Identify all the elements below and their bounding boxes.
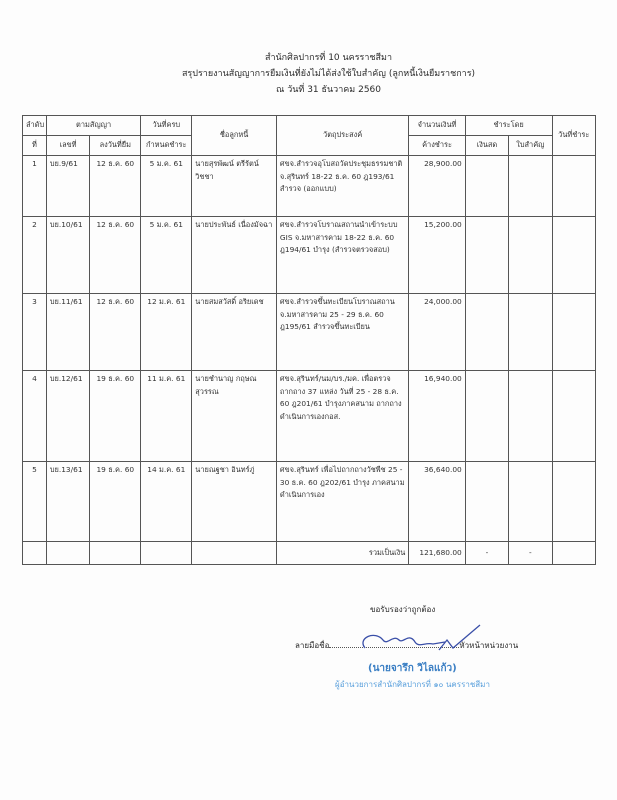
cell-cash [465, 462, 508, 542]
cell-due: 5 ม.ค. 61 [141, 156, 192, 217]
header-due: วันที่ครบ [141, 116, 192, 136]
signer-name: (นายจารึก วิไลแก้ว) [368, 663, 457, 674]
cell-receipt [509, 462, 552, 542]
total-label: รวมเป็นเงิน [276, 542, 408, 565]
header-cash: เงินสด [465, 136, 508, 156]
cell-receipt [509, 217, 552, 294]
table-row [23, 294, 596, 371]
cell-amount: 36,640.00 [409, 462, 465, 542]
table-row [23, 156, 596, 217]
cell-date: 19 ธ.ค. 60 [90, 462, 141, 542]
cell-due: 14 ม.ค. 61 [141, 462, 192, 542]
total-empty [192, 542, 277, 565]
header-receipt: ใบสำคัญ [509, 136, 552, 156]
cell-debtor: นายชำนาญ กฤษณสุวรรณ [192, 371, 277, 462]
cell-cash [465, 217, 508, 294]
total-amount: 121,680.00 [409, 542, 465, 565]
total-cash: - [465, 542, 508, 565]
cell-number: บย.11/61 [46, 294, 89, 371]
cell-purpose: ศขจ.สำรวจขึ้นทะเบียนโบราณสถาน จ.มหาสารคาม 25 - 29 ธ.ค. 60 ฎ195/61 สำรวจขึ้นทะเบียน [276, 294, 408, 371]
total-row [23, 542, 596, 565]
table-row [23, 217, 596, 294]
cell-date: 12 ธ.ค. 60 [90, 156, 141, 217]
cell-paid-date [552, 156, 595, 217]
signer-title: ผู้อำนวยการสำนักศิลปากรที่ ๑๐ นครราชสีมา [335, 680, 490, 689]
header-paid-by: ชำระโดย [465, 116, 552, 136]
report-title: สรุปรายงานสัญญาการยืมเงินที่ยังไม่ได้ส่งใช้ใบสำคัญ (ลูกหนี้เงินยืมราชการ) [181, 69, 476, 79]
cell-debtor: นายสุรพัฒน์ ตรีรัตน์วิชชา [192, 156, 277, 217]
table-row [23, 371, 596, 462]
header-due-2: กำหนดชำระ [141, 136, 192, 156]
cell-due: 5 ม.ค. 61 [141, 217, 192, 294]
cell-cash [465, 371, 508, 462]
cell-no: 3 [23, 294, 47, 371]
report-date: ณ วันที่ 31 ธันวาคม 2560 [276, 85, 381, 95]
cell-receipt [509, 156, 552, 217]
header-row-1 [23, 116, 596, 136]
cell-purpose: ศขจ.สุรินทร์ เพื่อไปถากถางวัชพืช 25 - 30 ธ.ค. 60 ฎ202/61 บำรุง ภาคสนาม ดำเนินการเอง [276, 462, 408, 542]
cell-number: บย.10/61 [46, 217, 89, 294]
cell-debtor: นายสมสวัสดิ์ อริยเดช [192, 294, 277, 371]
cell-paid-date [552, 294, 595, 371]
header-no-2: ที่ [23, 136, 47, 156]
cell-paid-date [552, 462, 595, 542]
cell-date: 12 ธ.ค. 60 [90, 294, 141, 371]
header-amount: จำนวนเงินที่ [409, 116, 465, 136]
cell-paid-date [552, 371, 595, 462]
cell-no: 4 [23, 371, 47, 462]
cell-no: 1 [23, 156, 47, 217]
cell-debtor: นายประพันธ์ เนื่องมัจฉา [192, 217, 277, 294]
table-row [23, 462, 596, 542]
cell-no: 5 [23, 462, 47, 542]
total-empty [90, 542, 141, 565]
cell-cash [465, 156, 508, 217]
cell-debtor: นายณฐชา อินทร์ภู่ [192, 462, 277, 542]
header-contract: ตามสัญญา [46, 116, 140, 136]
office-name: สำนักศิลปากรที่ 10 นครราชสีมา [264, 53, 392, 63]
cell-paid-date [552, 217, 595, 294]
cell-purpose: ศขจ.สำรวจโบราณสถานนำเข้าระบบ GIS จ.มหาสารคาม 18-22 ธ.ค. 60 ฎ194/61 บำรุง (สำรวจตรวจสอบ) [276, 217, 408, 294]
cell-amount: 28,900.00 [409, 156, 465, 217]
cell-purpose: ศขจ.สำรวจอุโบสถวัดประชุมธรรมชาติ จ.สุรินทร์ 18-22 ธ.ค. 60 ฎ193/61 สำรวจ (ออกแบบ) [276, 156, 408, 217]
total-receipt: - [509, 542, 552, 565]
position-label: หัวหน้าหน่วยงาน [459, 641, 519, 650]
cell-amount: 15,200.00 [409, 217, 465, 294]
total-empty [141, 542, 192, 565]
cell-purpose: ศขจ.สุรินทร์/นม/บร./มค. เพื่อตรวจถากถาง 37 แหล่ง วันที่ 25 - 28 ธ.ค. 60 ฎ201/61 บำรุงภาคสนาม ถากถางดำเนินการเองกอส. [276, 371, 408, 462]
header-debtor: ชื่อลูกหนี้ [192, 116, 277, 156]
cell-amount: 16,940.00 [409, 371, 465, 462]
cell-amount: 24,000.00 [409, 294, 465, 371]
header-contract-number: เลขที่ [46, 136, 89, 156]
header-no: ลำดับ [23, 116, 47, 136]
cell-no: 2 [23, 217, 47, 294]
total-empty [23, 542, 47, 565]
cell-receipt [509, 294, 552, 371]
cell-due: 11 ม.ค. 61 [141, 371, 192, 462]
total-paid-date [552, 542, 595, 565]
loan-debtor-table [22, 115, 596, 565]
cell-cash [465, 294, 508, 371]
cell-number: บย.12/61 [46, 371, 89, 462]
header-purpose: วัตถุประสงค์ [276, 116, 408, 156]
header-amount-2: ค้างชำระ [409, 136, 465, 156]
header-paid-date: วันที่ชำระ [552, 116, 595, 156]
cell-due: 12 ม.ค. 61 [141, 294, 192, 371]
certification-text: ขอรับรองว่าถูกต้อง [370, 605, 436, 614]
cell-number: บย.9/61 [46, 156, 89, 217]
signature-label: ลายมือชื่อ [295, 641, 330, 650]
total-empty [46, 542, 89, 565]
handwritten-signature-icon [335, 620, 485, 660]
header-contract-date: ลงวันที่ยืม [90, 136, 141, 156]
cell-number: บย.13/61 [46, 462, 89, 542]
cell-date: 12 ธ.ค. 60 [90, 217, 141, 294]
cell-receipt [509, 371, 552, 462]
cell-date: 19 ธ.ค. 60 [90, 371, 141, 462]
